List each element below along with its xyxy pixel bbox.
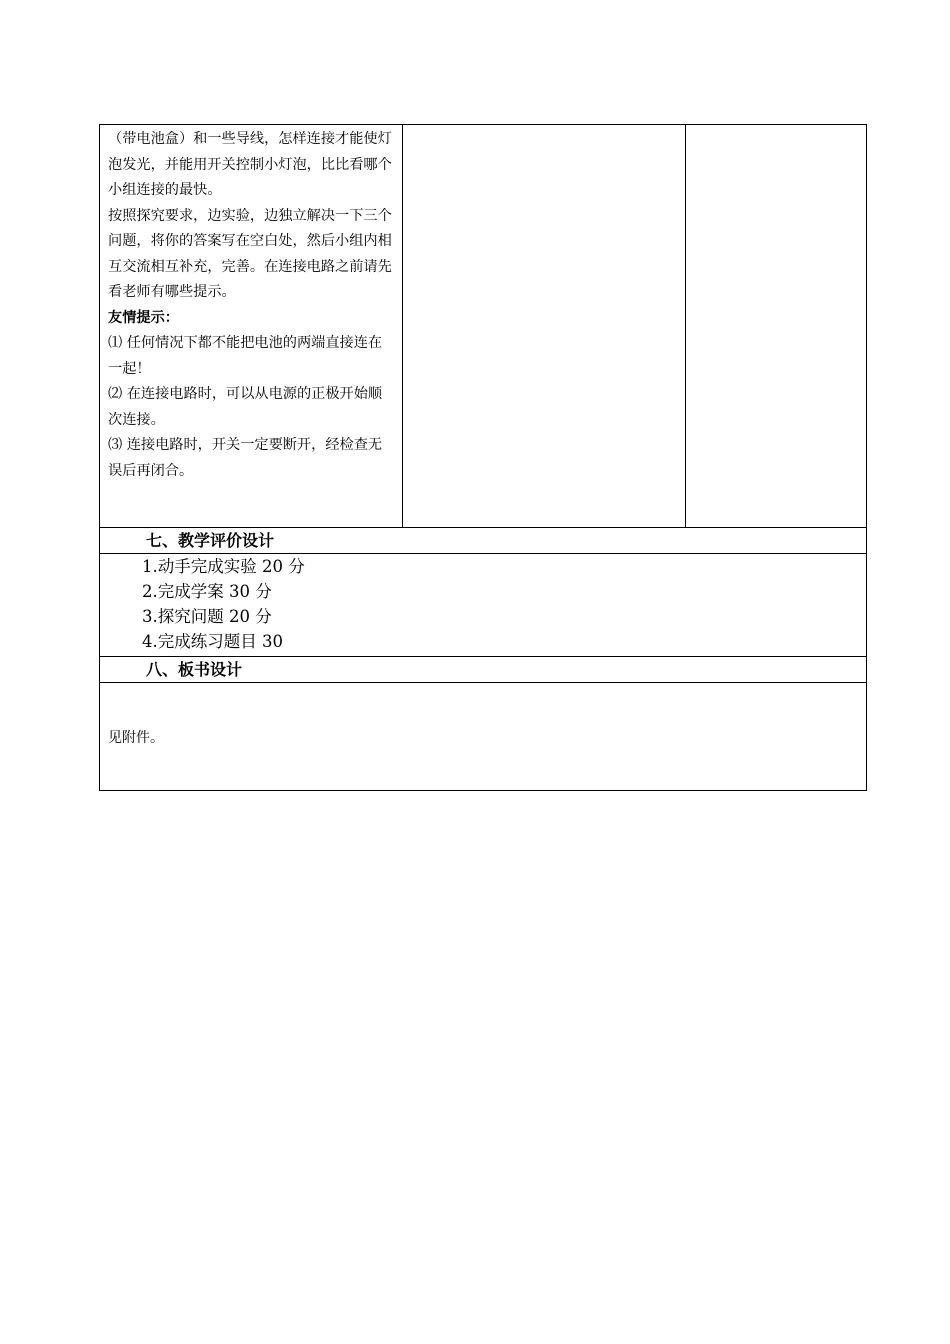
inquiry-cell — [100, 125, 403, 528]
evaluation-list — [100, 554, 867, 657]
tip-item: ⑵ 在连接电路时，可以从电源的正极开始顺次连接。 — [108, 386, 383, 428]
lesson-plan-table-wrapper — [99, 124, 851, 791]
section8-header-row — [100, 657, 867, 683]
tip-item: ⑴ 任何情况下都不能把电池的两端直接连在一起！ — [108, 335, 383, 377]
section8-content-row — [100, 683, 867, 791]
tip-item: ⑶ 连接电路时，开关一定要断开，经检查无误后再闭合。 — [108, 437, 383, 479]
board-design-text: 见附件。 — [108, 730, 164, 746]
board-design-cell — [100, 683, 867, 791]
inquiry-row — [100, 125, 867, 528]
empty-cell-right — [686, 125, 867, 528]
inquiry-paragraph: （带电池盒）和一些导线，怎样连接才能使灯泡发光，并能用开关控制小灯泡，比比看哪个小组连接的最快。 — [108, 131, 392, 198]
section7-header-row — [100, 528, 867, 554]
evaluation-item: 3.探究问题 20 分 — [142, 607, 272, 626]
lesson-plan-table — [99, 124, 867, 791]
section8-title: 八、板书设计 — [100, 657, 867, 683]
evaluation-item: 4.完成练习题目 30 — [142, 632, 283, 651]
inquiry-paragraph: 按照探究要求，边实验，边独立解决一下三个问题，将你的答案写在空白处，然后小组内相互交流相互补充，完善。在连接电路之前请先看老师有哪些提示。 — [108, 207, 392, 300]
section7-content-row — [100, 554, 867, 657]
section7-title: 七、教学评价设计 — [100, 528, 867, 554]
evaluation-item: 1.动手完成实验 20 分 — [142, 557, 305, 576]
evaluation-item: 2.完成学案 30 分 — [142, 582, 272, 601]
empty-cell-middle — [403, 125, 686, 528]
tips-title: 友情提示： — [108, 309, 179, 326]
